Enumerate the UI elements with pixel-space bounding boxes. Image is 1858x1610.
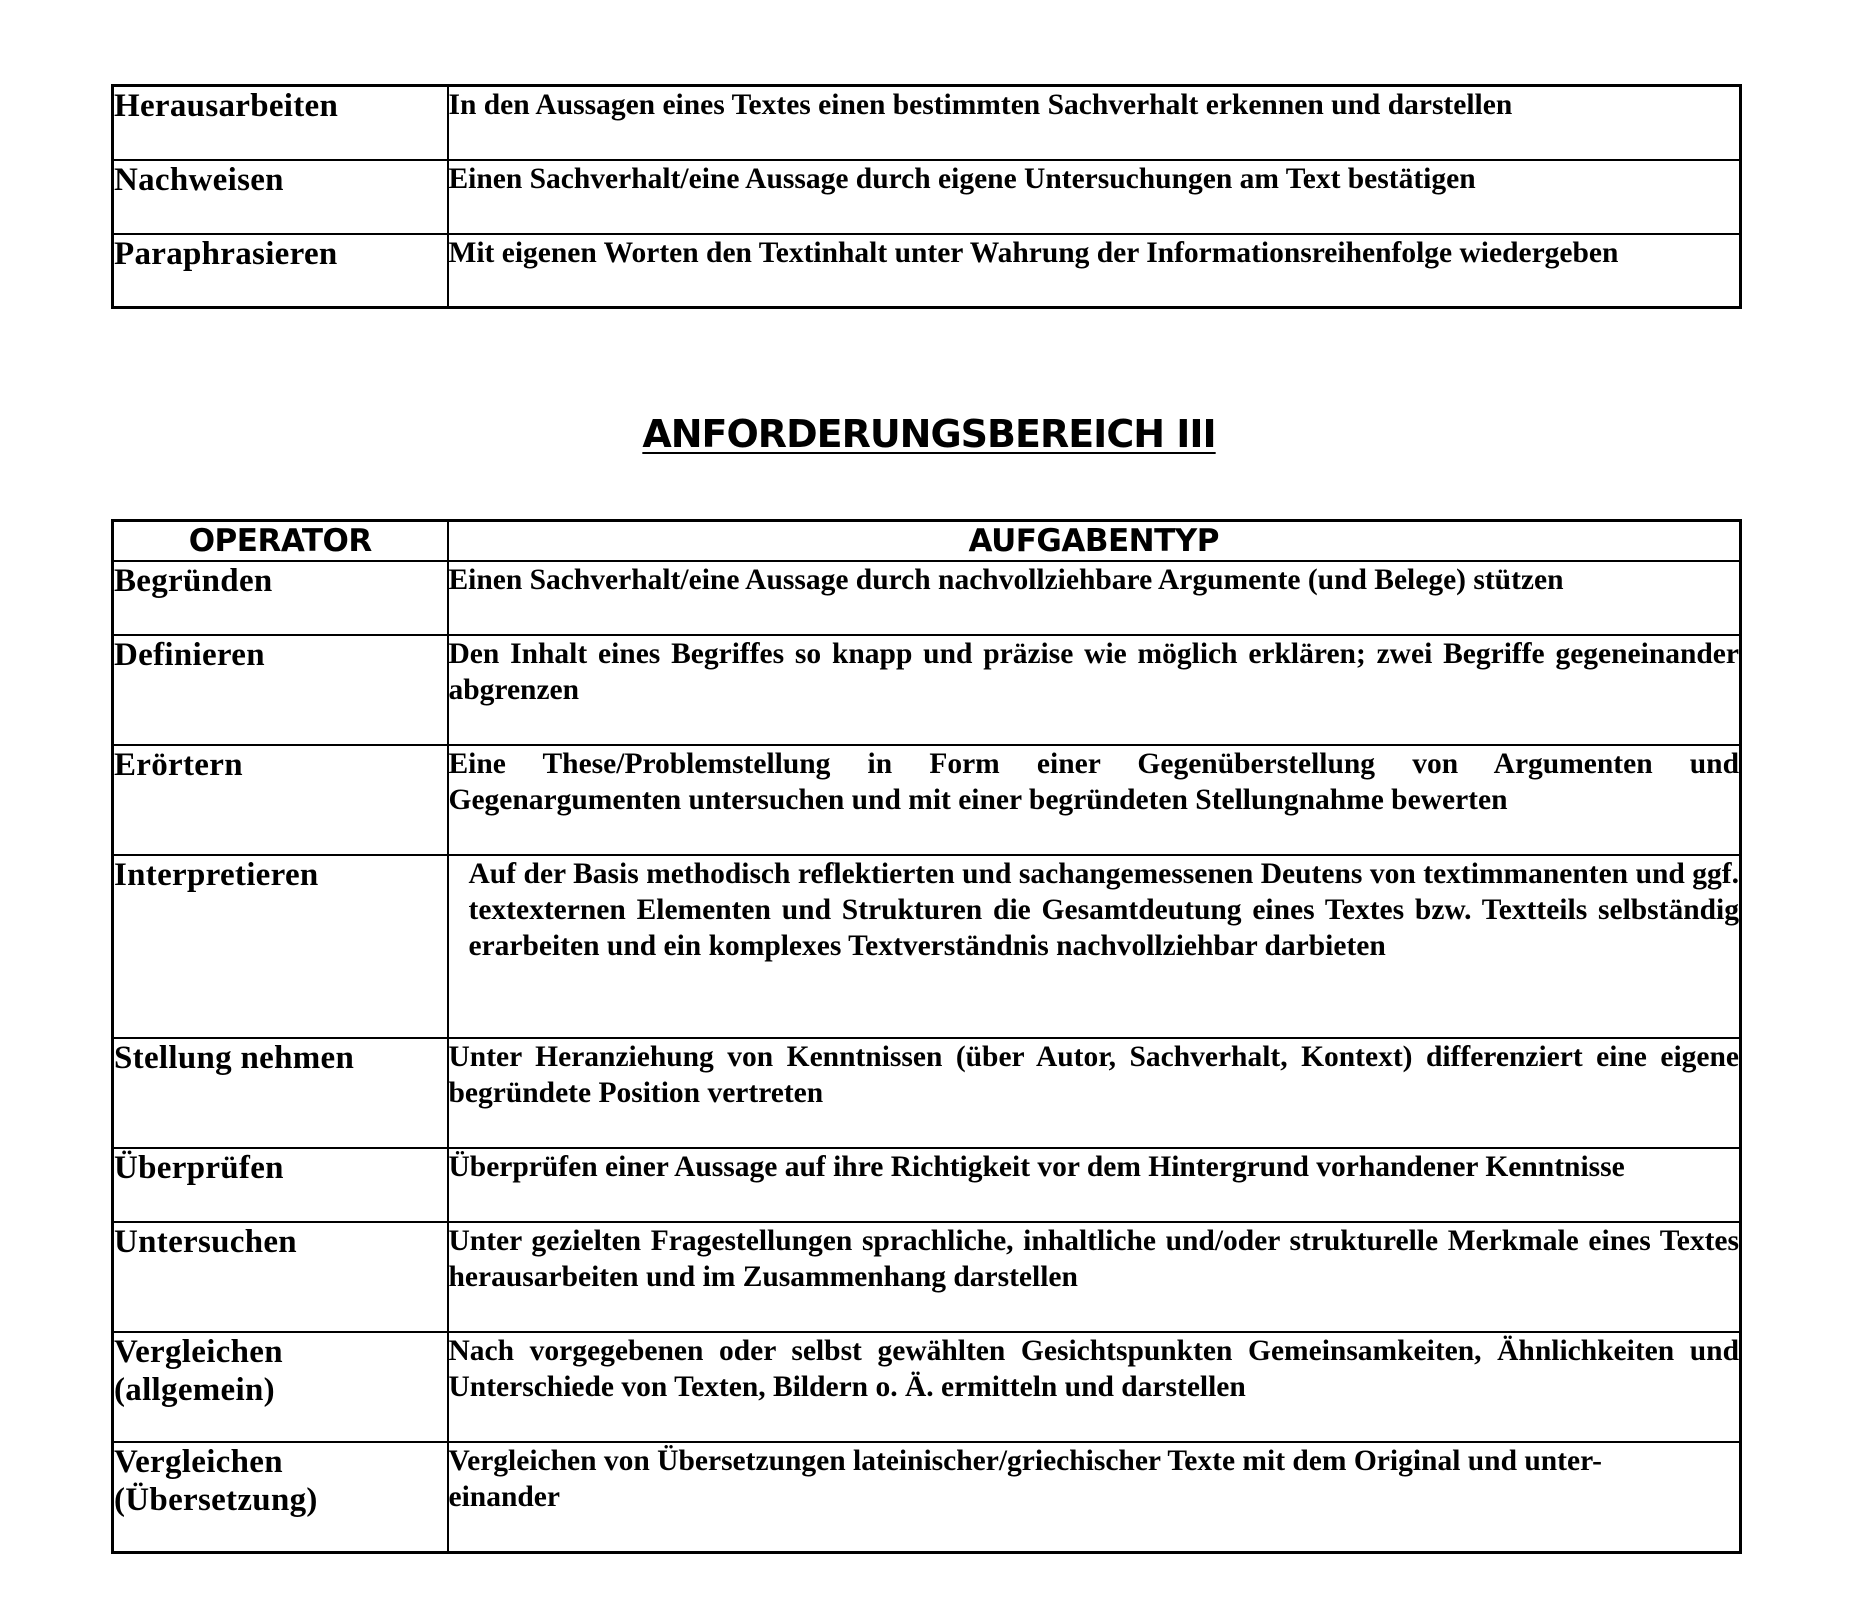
top-operator-table [111,84,1742,309]
task-column-header: AUFGABENTYP [448,521,1741,562]
task-cell: Einen Sachverhalt/eine Aussage durch nachvollziehbare Argumente (und Belege) stützen [448,561,1741,635]
table-row [113,234,1741,308]
table-row [113,635,1741,745]
operator-cell: Erörtern [113,745,448,855]
table-row [113,1442,1741,1552]
task-line: Vergleichen von Übersetzungen lateinischer/griechischer Texte mit dem Original und unter- [448,1445,1602,1477]
table-row [113,1038,1741,1148]
task-cell [448,1442,1741,1552]
operator-cell: Überprüfen [113,1148,448,1222]
task-cell: Überprüfen einer Aussage auf ihre Richtigkeit vor dem Hintergrund vorhandener Kenntnisse [448,1148,1741,1222]
task-cell: Eine These/Problemstellung in Form einer Gegenüberstellung von Argumenten und Gegenargumenten untersuchen und mit einer begründeten Stellungnahme bewerten [448,745,1741,855]
main-operator-table [111,519,1742,1554]
table-row [113,86,1741,160]
task-cell: Nach vorgegebenen oder selbst gewählten Gesichtspunkten Gemeinsamkeiten, Ähnlichkeiten und Unterschiede von Texten, Bildern o. Ä. ermitteln und darstellen [448,1332,1741,1442]
table-row [113,745,1741,855]
table-row [113,1332,1741,1442]
task-cell: Auf der Basis methodisch reflektierten und sachangemessenen Deutens von textimmanenten und ggf. textexternen Elementen und Strukturen die Gesamtdeutung eines Textes bzw. Textteils selbständig erarbeiten und ein komplexes Textverständnis nachvollziehbar darbieten [448,855,1741,1038]
operator-cell: Stellung nehmen [113,1038,448,1148]
table-row [113,1222,1741,1332]
operator-column-header: OPERATOR [113,521,448,562]
task-line: einander [448,1481,560,1513]
operator-line: (Übersetzung) [114,1482,318,1518]
operator-cell [113,1442,448,1552]
table-header-row [113,521,1741,562]
operator-line: (allgemein) [114,1372,275,1408]
operator-cell: Paraphrasieren [113,234,448,308]
task-cell: Unter gezielten Fragestellungen sprachliche, inhaltliche und/oder strukturelle Merkmale eines Textes herausarbeiten und im Zusammenhang darstellen [448,1222,1741,1332]
task-cell: Unter Heranziehung von Kenntnissen (über Autor, Sachverhalt, Kontext) differenziert eine eigene begründete Position vertreten [448,1038,1741,1148]
operator-cell: Herausarbeiten [113,86,448,160]
operator-cell: Begründen [113,561,448,635]
table-row [113,561,1741,635]
operator-cell [113,1332,448,1442]
task-cell: Den Inhalt eines Begriffes so knapp und präzise wie möglich erklären; zwei Begriffe gegeneinander abgrenzen [448,635,1741,745]
task-cell: Mit eigenen Worten den Textinhalt unter Wahrung der Informationsreihenfolge wiedergeben [448,234,1741,308]
task-cell: Einen Sachverhalt/eine Aussage durch eigene Untersuchungen am Text bestätigen [448,160,1741,234]
operator-line: Vergleichen [114,1334,283,1370]
operator-line: Vergleichen [114,1444,283,1480]
table-row [113,1148,1741,1222]
operator-cell: Interpretieren [113,855,448,1038]
section-heading: ANFORDERUNGSBEREICH III [642,412,1216,456]
operator-cell: Nachweisen [113,160,448,234]
operator-cell: Untersuchen [113,1222,448,1332]
task-cell: In den Aussagen eines Textes einen bestimmten Sachverhalt erkennen und darstellen [448,86,1741,160]
table-row [113,855,1741,1038]
operator-cell: Definieren [113,635,448,745]
table-row [113,160,1741,234]
